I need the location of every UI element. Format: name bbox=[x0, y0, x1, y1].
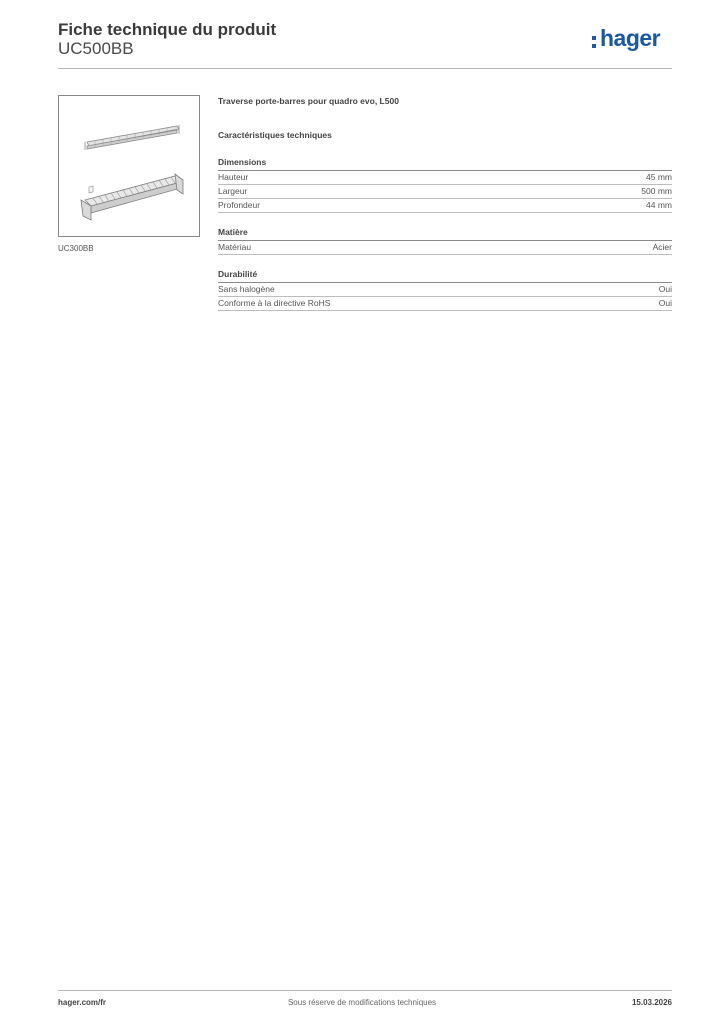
section-title: Matière bbox=[218, 226, 672, 241]
footer-date: 15.03.2026 bbox=[631, 998, 672, 1007]
spec-value: 44 mm bbox=[646, 200, 672, 210]
busbar-support-illustration bbox=[59, 96, 199, 236]
spec-row bbox=[218, 185, 672, 199]
spec-value: Oui bbox=[658, 298, 672, 308]
spec-label: Conforme à la directive RoHS bbox=[218, 298, 331, 308]
spec-value: 45 mm bbox=[646, 172, 672, 182]
spec-value: Acier bbox=[652, 242, 672, 252]
logo-dot-icon bbox=[592, 36, 596, 40]
spec-row bbox=[218, 171, 672, 185]
product-reference: UC500BB bbox=[58, 39, 134, 58]
product-image bbox=[58, 95, 200, 237]
footer-divider bbox=[58, 990, 672, 991]
spec-value: Oui bbox=[658, 284, 672, 294]
spec-label: Matériau bbox=[218, 242, 252, 252]
spec-label: Profondeur bbox=[218, 200, 261, 210]
logo-text: hager bbox=[600, 25, 661, 51]
spec-section-durability bbox=[218, 268, 672, 311]
section-title: Dimensions bbox=[218, 156, 672, 171]
product-description: Traverse porte-barres pour quadro evo, L500 bbox=[218, 96, 399, 106]
spec-row bbox=[218, 297, 672, 311]
spec-label: Largeur bbox=[218, 186, 248, 196]
section-title: Durabilité bbox=[218, 268, 672, 283]
logo-dot-icon bbox=[592, 44, 596, 48]
hager-logo bbox=[592, 27, 676, 61]
busbar-top-view bbox=[85, 125, 179, 150]
spec-section-dimensions bbox=[218, 156, 672, 213]
spec-row bbox=[218, 199, 672, 213]
spec-row bbox=[218, 241, 672, 255]
spec-row bbox=[218, 283, 672, 297]
header-divider bbox=[58, 68, 672, 69]
spec-section-material bbox=[218, 226, 672, 255]
spec-value: 500 mm bbox=[641, 186, 672, 196]
image-caption: UC300BB bbox=[58, 244, 94, 253]
spec-label: Sans halogène bbox=[218, 284, 275, 294]
busbar-perspective-view bbox=[81, 174, 183, 220]
spec-label: Hauteur bbox=[218, 172, 249, 182]
page-title: Fiche technique du produit bbox=[58, 20, 277, 39]
product-details bbox=[218, 95, 672, 324]
footer-disclaimer: Sous réserve de modifications techniques bbox=[287, 998, 437, 1007]
specs-heading: Caractéristiques techniques bbox=[218, 130, 332, 140]
footer-website-link[interactable]: hager.com/fr bbox=[58, 998, 107, 1007]
